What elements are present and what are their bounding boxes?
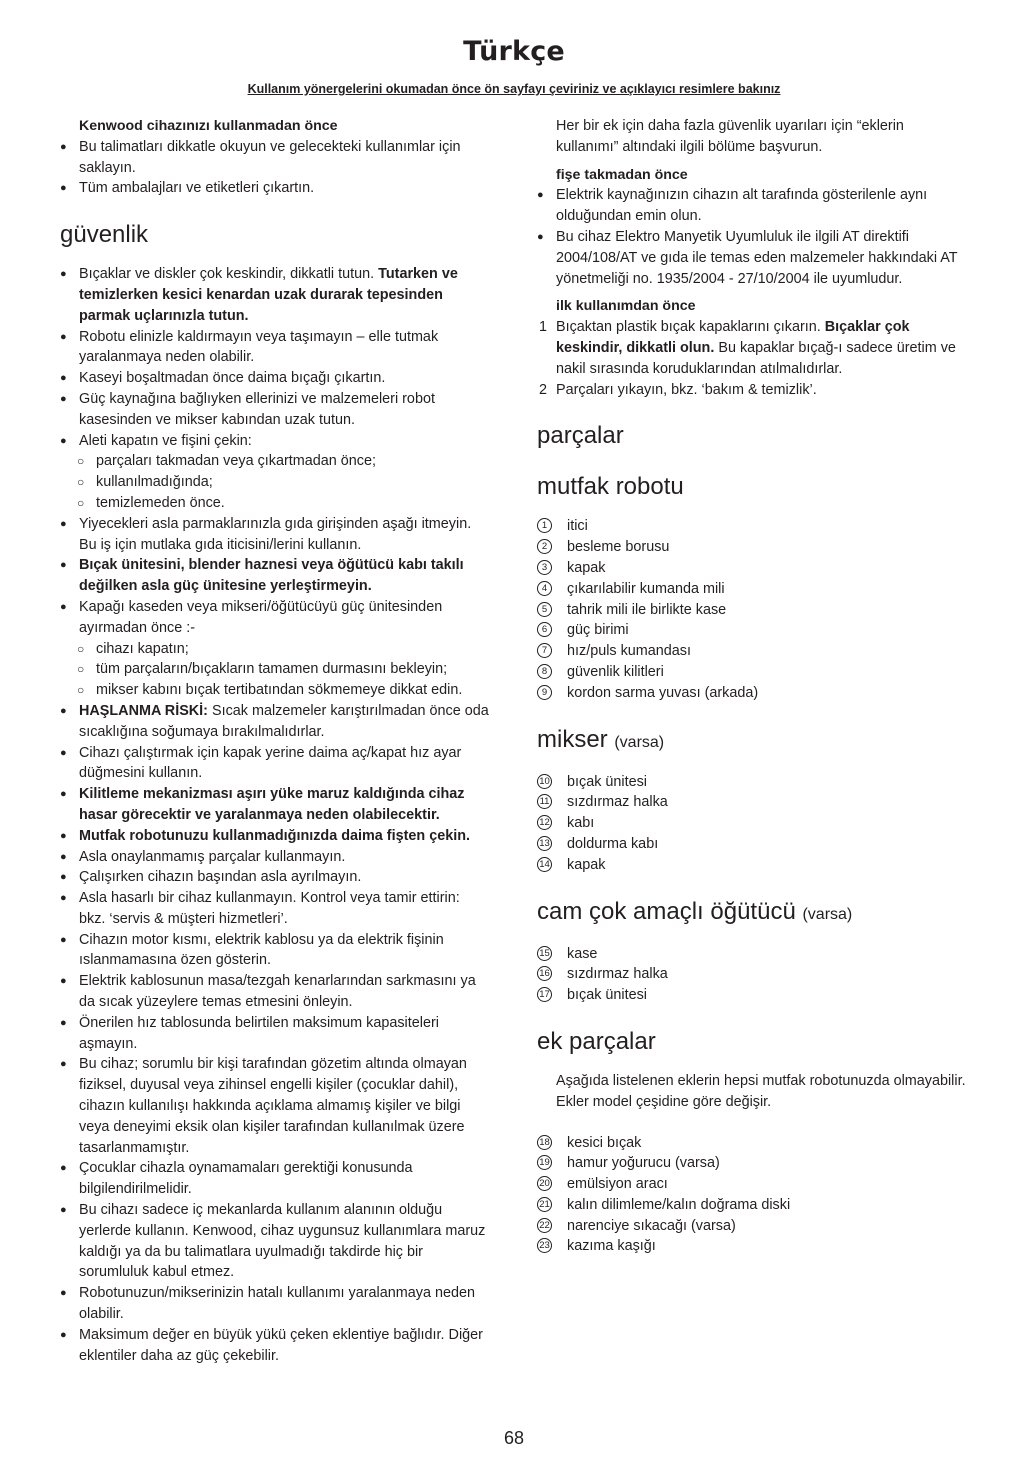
part-label: kesici bıçak: [567, 1134, 642, 1151]
item-number: 2: [539, 381, 548, 398]
part-item: [537, 1216, 967, 1237]
safety-list: [60, 264, 490, 1366]
part-item: [537, 813, 967, 834]
extra-parts-list: [537, 1133, 967, 1258]
part-number-badge: 14: [537, 857, 552, 872]
part-label: güvenlik kilitleri: [567, 663, 664, 680]
list-item: ● Bu talimatları dikkatle okuyun ve gelecekteki kullanımlar için saklayın.: [60, 137, 490, 179]
robot-parts-list: [537, 516, 967, 703]
list-item: ● Cihazın motor kısmı, elektrik kablosu ya da elektrik fişinin ıslanmamasına özen gösterin.: [60, 930, 490, 972]
grinder-heading: [537, 897, 967, 930]
part-number-badge: 10: [537, 774, 552, 789]
part-label: bıçak ünitesi: [567, 987, 647, 1004]
part-number-badge: 21: [537, 1197, 552, 1212]
list-item: ● Bıçak ünitesini, blender haznesi veya öğütücü kabı takılı değilken asla güç ünitesine yerleştirmeyin.: [60, 555, 490, 597]
part-number-badge: 22: [537, 1218, 552, 1233]
list-item: ● Kaseyi boşaltmadan önce daima bıçağı çıkartın.: [60, 368, 490, 389]
list-item: ● Çalışırken cihazın başından asla ayrılmayın.: [60, 867, 490, 888]
grinder-title: cam çok amaçlı öğütücü: [537, 897, 796, 925]
part-number-badge: 17: [537, 987, 552, 1002]
item-bold-text: HAŞLANMA RİSKİ:: [79, 702, 208, 719]
part-number-badge: 9: [537, 685, 552, 700]
item-number: 1: [539, 319, 548, 336]
part-number-badge: 12: [537, 815, 552, 830]
list-item: ● Bu cihaz; sorumlu bir kişi tarafından gözetim altında olmayan fiziksel, duyusal veya zihinsel engelli kişiler (çocuklar dahil), cihazın kullanılışı hakkında açıklama almamış kişiler ve bilgi veya deneyimi eksik olan kişiler tarafından kullanılmak üzere tasarlanmamıştır.: [60, 1054, 490, 1158]
left-column: [60, 116, 490, 1366]
mixer-parts-list: [537, 772, 967, 876]
part-label: kapak: [567, 856, 606, 873]
part-item: [537, 641, 967, 662]
list-item: ● Güç kaynağına bağlıyken ellerinizi ve malzemeleri robot kasesinden ve mikser kabından uzak tutun.: [60, 389, 490, 431]
item-text: Bıçaktan plastik bıçak kapaklarını çıkarın.: [556, 319, 825, 336]
extra-heading: ek parçalar: [537, 1027, 656, 1055]
part-item: [537, 683, 967, 704]
list-item: [60, 701, 490, 743]
part-label: itici: [567, 518, 588, 535]
sub-list-item: ○ temizlemeden önce.: [60, 493, 490, 514]
plug-heading: fişe takmadan önce: [556, 166, 688, 183]
grinder-parts-list: [537, 944, 967, 1006]
list-item: ● Robotu elinizle kaldırmayın veya taşımayın – elle tutmak yaralanmaya neden olabilir.: [60, 327, 490, 369]
list-item: ● Asla hasarlı bir cihaz kullanmayın. Kontrol veya tamir ettirin: bkz. ‘servis & müşteri hizmetleri’.: [60, 888, 490, 930]
part-label: besleme borusu: [567, 539, 670, 556]
numbered-item: [537, 317, 967, 379]
part-number-badge: 2: [537, 539, 552, 554]
list-item: ● Kilitleme mekanizması aşırı yüke maruz kaldığında cihaz hasar görecektir ve yaralanmaya neden olabilecektir.: [60, 784, 490, 826]
intro-paragraph: Her bir ek için daha fazla güvenlik uyarıları için “eklerin kullanımı” altındaki ilgili bölüme başvurun.: [556, 118, 904, 155]
part-label: doldurma kabı: [567, 835, 659, 852]
part-label: bıçak ünitesi: [567, 773, 647, 790]
part-label: güç birimi: [567, 622, 629, 639]
sub-list-item: ○ parçaları takmadan veya çıkartmadan önce;: [60, 451, 490, 472]
part-item: [537, 772, 967, 793]
part-number-badge: 16: [537, 966, 552, 981]
part-label: kabı: [567, 815, 595, 832]
part-item: [537, 964, 967, 985]
list-item: ● Bu cihaz Elektro Manyetik Uyumluluk ile ilgili AT direktifi 2004/108/AT ve gıda ile temas eden malzemeler hakkındaki AT yönetmeliği no. 1935/2004 - 27/10/2004 ile uyumludur.: [537, 227, 967, 289]
part-item: [537, 579, 967, 600]
list-item: ● Önerilen hız tablosunda belirtilen maksimum kapasiteleri aşmayın.: [60, 1013, 490, 1055]
intro-heading: Kenwood cihazınızı kullanmadan önce: [79, 118, 338, 134]
part-item: [537, 600, 967, 621]
part-number-badge: 19: [537, 1155, 552, 1170]
first-use-heading: ilk kullanımdan önce: [556, 298, 696, 315]
mixer-heading: [537, 725, 967, 758]
part-number-badge: 8: [537, 664, 552, 679]
sub-list-item: ○ mikser kabını bıçak tertibatından sökmemeye dikkat edin.: [60, 680, 490, 701]
part-label: sızdırmaz halka: [567, 794, 668, 811]
parts-heading: parçalar: [537, 422, 624, 450]
intro-list: [60, 137, 490, 199]
part-label: kordon sarma yuvası (arkada): [567, 684, 759, 701]
part-number-badge: 13: [537, 836, 552, 851]
part-label: sızdırmaz halka: [567, 966, 668, 983]
list-item: [60, 264, 490, 326]
page-subtitle: Kullanım yönergelerini okumadan önce ön sayfayı çeviriniz ve açıklayıcı resimlere bakınız: [247, 82, 781, 96]
part-number-badge: 1: [537, 518, 552, 533]
part-number-badge: 11: [537, 794, 552, 809]
robot-heading: mutfak robotu: [537, 473, 684, 501]
part-item: [537, 1174, 967, 1195]
item-text: Parçaları yıkayın, bkz. ‘bakım & temizlik’.: [556, 381, 817, 398]
extra-intro: Aşağıda listelenen eklerin hepsi mutfak robotunuzda olmayabilir. Ekler model çeşidine göre değişir.: [556, 1072, 966, 1110]
part-number-badge: 3: [537, 560, 552, 575]
list-item: ● Mutfak robotunuzu kullanmadığınızda daima fişten çekin.: [60, 826, 490, 847]
part-number-badge: 23: [537, 1238, 552, 1253]
part-label: tahrik mili ile birlikte kase: [567, 601, 727, 618]
part-number-badge: 4: [537, 581, 552, 596]
part-number-badge: 5: [537, 602, 552, 617]
part-item: [537, 1195, 967, 1216]
part-label: çıkarılabilir kumanda mili: [567, 580, 725, 597]
part-item: [537, 1133, 967, 1154]
part-label: hamur yoğurucu (varsa): [567, 1155, 720, 1172]
part-number-badge: 18: [537, 1135, 552, 1150]
item-text: Sıcak malzemeler karıştırılmadan önce oda sıcaklığına soğumaya bırakılmalıdırlar.: [79, 702, 489, 740]
part-label: hız/puls kumandası: [567, 643, 691, 660]
part-number-badge: 7: [537, 643, 552, 658]
sub-list-item: ○ kullanılmadığında;: [60, 472, 490, 493]
list-item: ● Aleti kapatın ve fişini çekin:: [60, 431, 490, 452]
mixer-title: mikser: [537, 725, 608, 753]
mixer-suffix: (varsa): [614, 733, 665, 751]
right-column: [537, 116, 967, 1257]
grinder-suffix: (varsa): [802, 905, 853, 923]
part-item: [537, 516, 967, 537]
part-label: kazıma kaşığı: [567, 1238, 656, 1255]
part-label: emülsiyon aracı: [567, 1176, 668, 1193]
list-item: ● Maksimum değer en büyük yükü çeken eklentiye bağlıdır. Diğer eklentiler daha az güç çekebilir.: [60, 1325, 490, 1367]
part-number-badge: 20: [537, 1176, 552, 1191]
part-label: kase: [567, 945, 598, 962]
part-item: [537, 834, 967, 855]
item-bold-text: Bıçaklar çok keskindir, dikkatli olun.: [556, 319, 910, 356]
part-item: [537, 985, 967, 1006]
plug-list: [537, 185, 967, 289]
list-item: ● Yiyecekleri asla parmaklarınızla gıda girişinden aşağı itmeyin. Bu iş için mutlaka gıda iticisini/lerini kullanın.: [60, 514, 490, 556]
part-item: [537, 620, 967, 641]
item-text: Bu kapaklar bıçağ-ı sadece üretim ve nakil sırasında koruduklarından atılmalıdırlar.: [556, 339, 956, 377]
part-label: narenciye sıkacağı (varsa): [567, 1217, 736, 1234]
part-label: kapak: [567, 559, 606, 576]
safety-heading: güvenlik: [60, 221, 149, 249]
part-item: [537, 1236, 967, 1257]
item-text: Bıçaklar ve diskler çok keskindir, dikkatli tutun.: [79, 266, 379, 283]
item-bold-text: Tutarken ve temizlerken kesici kenardan uzak durarak tepesinden parmak uçlarınızla tutun.: [79, 266, 458, 324]
part-item: [537, 537, 967, 558]
sub-list-item: ○ tüm parçaların/bıçakların tamamen durmasını bekleyin;: [60, 659, 490, 680]
page-number: 68: [503, 1428, 525, 1448]
part-item: [537, 944, 967, 965]
part-item: [537, 662, 967, 683]
part-item: [537, 1153, 967, 1174]
part-label: kalın dilimleme/kalın doğrama diski: [567, 1196, 791, 1213]
list-item: ● Tüm ambalajları ve etiketleri çıkartın.: [60, 178, 490, 199]
part-number-badge: 6: [537, 622, 552, 637]
sub-list-item: ○ cihazı kapatın;: [60, 639, 490, 660]
first-use-list: [537, 317, 967, 400]
list-item: ● Bu cihazı sadece iç mekanlarda kullanım alanının olduğu yerlerde kullanın. Kenwood, cihaz uygunsuz kullanımlara maruz kaldığı ya da bu talimatlara uyulmadığı takdirde hiç bir sorumluluk kabul etmez.: [60, 1200, 490, 1283]
part-number-badge: 15: [537, 946, 552, 961]
part-item: [537, 855, 967, 876]
list-item: ● Cihazı çalıştırmak için kapak yerine daima aç/kapat hız ayar düğmesini kullanın.: [60, 743, 490, 785]
part-item: [537, 558, 967, 579]
list-item: ● Elektrik kablosunun masa/tezgah kenarlarından sarkmasını ya da sıcak yüzeylere temas etmesini önleyin.: [60, 971, 490, 1013]
list-item: ● Çocuklar cihazla oynamamaları gerektiği konusunda bilgilendirilmelidir.: [60, 1158, 490, 1200]
page-title: Türkçe: [463, 36, 565, 67]
list-item: ● Asla onaylanmamış parçalar kullanmayın.: [60, 847, 490, 868]
list-item: ● Kapağı kaseden veya mikseri/öğütücüyü güç ünitesinden ayırmadan önce :-: [60, 597, 490, 639]
part-item: [537, 792, 967, 813]
numbered-item: [537, 380, 967, 401]
list-item: ● Elektrik kaynağınızın cihazın alt tarafında gösterilenle aynı olduğundan emin olun.: [537, 185, 967, 227]
list-item: ● Robotunuzun/mikserinizin hatalı kullanımı yaralanmaya neden olabilir.: [60, 1283, 490, 1325]
